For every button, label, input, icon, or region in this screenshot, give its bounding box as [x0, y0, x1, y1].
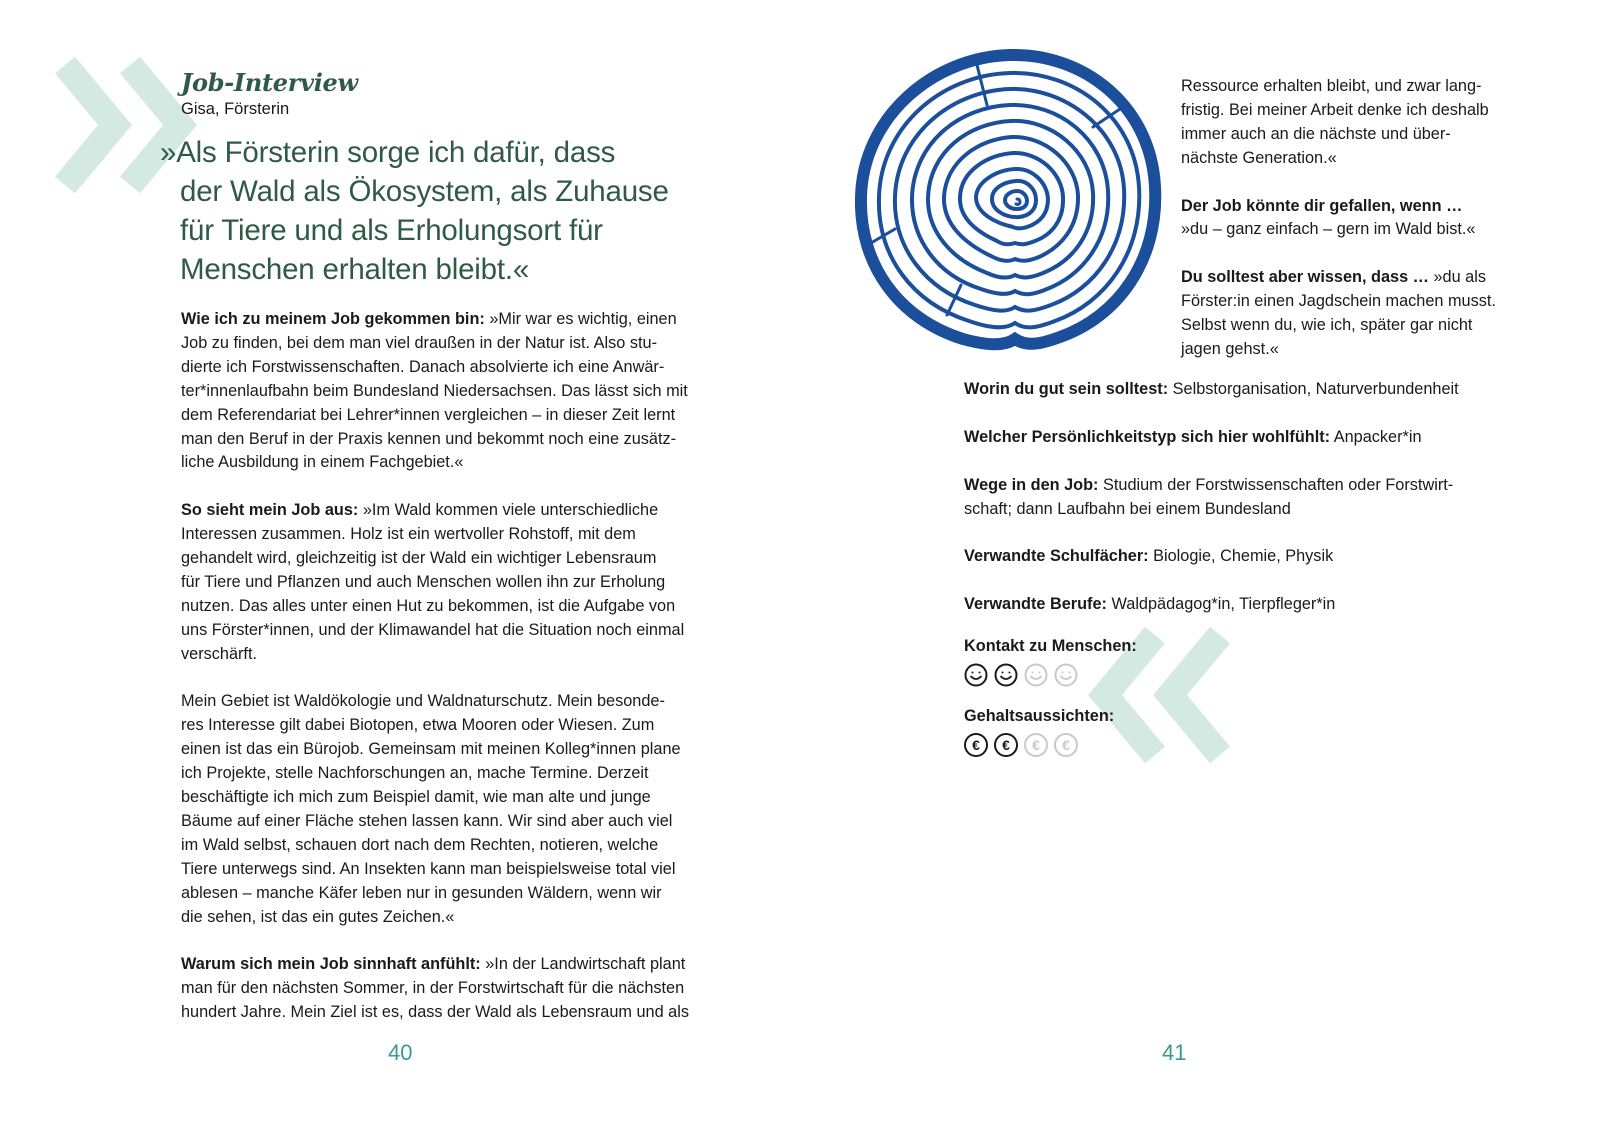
interview-body — [181, 308, 721, 1025]
contact-label: Kontakt zu Menschen: — [964, 637, 1137, 655]
euro-icon: € — [1054, 733, 1078, 757]
paragraph-meaning — [181, 953, 721, 1025]
text-line: uns Förster*innen, und der Klimawandel hat die Situation noch einmal — [181, 620, 685, 639]
text-line: liche Ausbildung in einem Fachgebiet.« — [181, 453, 464, 472]
fact-item — [964, 593, 1524, 617]
text-line: beschäftigte ich mich zum Beispiel damit, wie man alte und junge — [181, 788, 651, 807]
section-label: Job-Interview — [181, 68, 358, 97]
pull-quote-line: der Wald als Ökosystem, als Zuhause — [180, 175, 669, 208]
page-number-left: 40 — [388, 1040, 413, 1065]
fact-item — [964, 378, 1524, 402]
text-line: res Interesse gilt dabei Biotopen, etwa Mooren oder Wiesen. Zum — [181, 716, 655, 735]
text-line: Interessen zusammen. Holz ist ein wertvoller Rohstoff, mit dem — [181, 525, 636, 544]
fact-value: Selbstorganisation, Naturverbundenheit — [1172, 380, 1459, 398]
text-line: »du als — [1433, 268, 1486, 287]
paragraph-my-field — [181, 690, 721, 929]
fact-item — [964, 474, 1524, 522]
text-line: fristig. Bei meiner Arbeit denke ich deshalb — [1181, 100, 1489, 119]
euro-icon: € — [994, 733, 1018, 757]
text-line: »In der Landwirtschaft plant — [485, 955, 686, 974]
know-label: Du solltest aber wissen, dass … — [1181, 268, 1429, 287]
text-line: ablesen – manche Käfer leben nur in gesunden Wäldern, wenn wir — [181, 883, 662, 902]
paragraph-job-description — [181, 499, 721, 666]
text-line: jagen gehst.« — [1181, 339, 1279, 358]
text-line: Selbst wenn du, wie ich, später gar nicht — [1181, 316, 1473, 335]
text-line: gehandelt wird, gleichzeitig ist der Wald ein wichtiger Lebensraum — [181, 549, 657, 568]
text-line: Mein Gebiet ist Waldökologie und Waldnaturschutz. Mein besonde- — [181, 692, 665, 711]
salary-icons — [964, 733, 1264, 757]
text-line: ich Projekte, stelle Nachforschungen an, mache Termine. Derzeit — [181, 764, 649, 783]
pull-quote — [160, 133, 720, 289]
text-line: die sehen, ist das ein gutes Zeichen.« — [181, 907, 455, 926]
paragraph-label: So sieht mein Job aus: — [181, 501, 359, 520]
text-line: hundert Jahre. Mein Ziel ist es, dass der Wald als Lebensraum und als — [181, 1003, 689, 1022]
text-line: Ressource erhalten bleibt, und zwar lang- — [1181, 77, 1482, 95]
text-line: Förster:in einen Jagdschein machen musst. — [1181, 292, 1496, 311]
text-line: man für den nächsten Sommer, in der Forstwirtschaft für die nächsten — [181, 979, 685, 998]
like-text: »du – ganz einfach – gern im Wald bist.« — [1181, 220, 1476, 239]
smiley-icon — [964, 663, 988, 687]
fact-label: Wege in den Job: — [964, 475, 1099, 494]
text-line: dierte ich Forstwissenschaften. Danach absolvierte ich eine Anwär- — [181, 357, 665, 376]
subtitle: Gisa, Försterin — [181, 100, 290, 118]
fact-value: Waldpädagog*in, Tierpfleger*in — [1111, 595, 1336, 614]
pull-quote-line: »Als Försterin sorge ich dafür, dass — [160, 136, 616, 169]
text-line: für Tiere und Pflanzen und auch Menschen wollen ihn zur Erholung — [181, 572, 666, 591]
fact-label: Verwandte Berufe: — [964, 595, 1107, 614]
smiley-icon — [994, 663, 1018, 687]
text-line: nutzen. Das alles unter einen Hut zu bekommen, ist die Aufgabe von — [181, 596, 676, 615]
text-line: dem Referendariat bei Lehrer*innen vergleichen – in dieser Zeit lernt — [181, 405, 676, 424]
text-line: Job zu finden, bei dem man viel draußen in der Natur ist. Also stu- — [181, 333, 658, 352]
paragraph-label: Wie ich zu meinem Job gekommen bin: — [181, 310, 485, 328]
facts-list — [964, 378, 1524, 641]
text-line: »Mir war es wichtig, einen — [489, 310, 677, 328]
salary-rating — [964, 705, 1264, 757]
euro-icon: € — [1024, 733, 1048, 757]
text-line: nächste Generation.« — [1181, 148, 1337, 167]
text-line: »Im Wald kommen viele unterschiedliche — [362, 501, 659, 520]
fact-item — [964, 545, 1524, 569]
fact-label: Worin du gut sein solltest: — [964, 380, 1169, 398]
paragraph-how-i-got-job — [181, 308, 721, 475]
fact-value: schaft; dann Laufbahn bei einem Bundesland — [964, 499, 1291, 518]
fact-label: Welcher Persönlichkeitstyp sich hier wohlfühlt: — [964, 427, 1331, 446]
smiley-icon — [1054, 663, 1078, 687]
fact-value: Biologie, Chemie, Physik — [1153, 547, 1334, 566]
text-line: Bäume auf einer Fläche stehen lassen kann. Wir sind aber auch viel — [181, 812, 673, 830]
pull-quote-line: für Tiere und als Erholungsort für — [180, 214, 603, 247]
text-line: Tiere unterwegs sind. An Insekten kann man beispielsweise total viel — [181, 859, 676, 878]
contact-icons — [964, 663, 1264, 687]
contact-rating — [964, 635, 1264, 687]
fact-label: Verwandte Schulfächer: — [964, 547, 1149, 566]
fact-value: Anpacker*in — [1333, 427, 1422, 446]
euro-icon: € — [964, 733, 988, 757]
text-line: im Wald selbst, schauen dort nach dem Rechten, notieren, welche — [181, 835, 659, 854]
tree-rings-illustration — [855, 47, 1165, 357]
text-line: verschärft. — [181, 644, 258, 663]
text-line: ter*innenlaufbahn beim Bundesland Niedersachsen. Das lässt sich mit — [181, 381, 688, 400]
salary-label: Gehaltsaussichten: — [964, 707, 1115, 725]
text-line: einen ist das ein Bürojob. Gemeinsam mit meinen Kolleg*innen plane — [181, 740, 681, 759]
right-continued-text — [1181, 75, 1511, 362]
page-number-right: 41 — [1162, 1040, 1187, 1065]
text-line: immer auch an die nächste und über- — [1181, 124, 1451, 143]
like-label: Der Job könnte dir gefallen, wenn … — [1181, 196, 1463, 215]
text-line: man den Beruf in der Praxis kennen und bekommt noch eine zusätz- — [181, 429, 677, 448]
pull-quote-line: Menschen erhalten bleibt.« — [180, 253, 530, 286]
smiley-icon — [1024, 663, 1048, 687]
fact-item — [964, 426, 1524, 450]
paragraph-label: Warum sich mein Job sinnhaft anfühlt: — [181, 955, 481, 974]
fact-value: Studium der Forstwissenschaften oder Forstwirt- — [1103, 475, 1454, 494]
